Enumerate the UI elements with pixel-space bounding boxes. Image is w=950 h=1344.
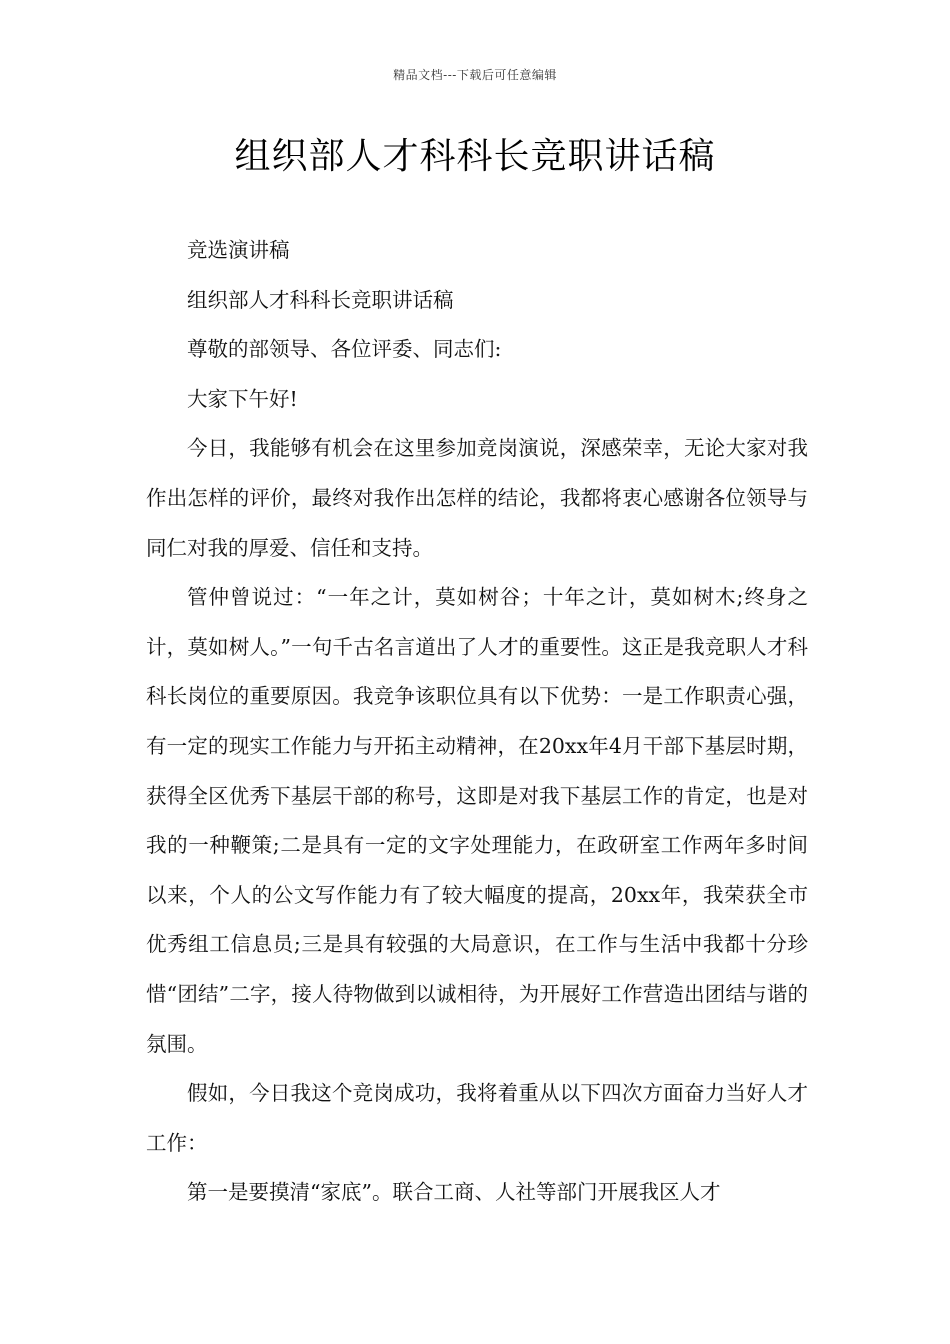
paragraph-greeting: 大家下午好!	[187, 386, 298, 411]
paragraph-heading: 竞选演讲稿	[187, 238, 290, 262]
paragraph-plan-intro: 假如，今日我这个竞岗成功，我将着重从以下四次方面奋力当好人才工作：	[146, 1081, 808, 1155]
document-body	[146, 226, 808, 1218]
paragraph-plan-first: 第一是要摸清“家底”。联合工商、人社等部门开展我区人才	[187, 1180, 721, 1205]
header-note: 精品文档---下载后可任意编辑	[393, 68, 557, 82]
paragraph-subtitle: 组织部人才科科长竞职讲话稿	[187, 287, 454, 312]
paragraph-intro: 今日，我能够有机会在这里参加竞岗演说，深感荣幸，无论大家对我作出怎样的评价，最终对我作出怎样的结论，我都将衷心感谢各位领导与同仁对我的厚爱、信任和支持。	[146, 436, 808, 560]
document-title: 组织部人才科科长竞职讲话稿	[234, 136, 716, 177]
paragraph-advantages: 管仲曾说过：“一年之计，莫如树谷；十年之计，莫如树木;终身之计，莫如树人。”一句千古名言道出了人才的重要性。这正是我竞职人才科科长岗位的重要原因。我竞争该职位具有以下优势：一是工作职责心强，有一定的现实工作能力与开拓主动精神，在20xx年4月干部下基层时期，获得全区优秀下基层干部的称号，这即是对我下基层工作的肯定，也是对我的一种鞭策;二是具有一定的文字处理能力，在政研室工作两年多时间以来，个人的公文写作能力有了较大幅度的提高，20xx年，我荣获全市优秀组工信息员;三是具有较强的大局意识，在工作与生活中我都十分珍惜“团结”二字，接人待物做到以诚相待，为开展好工作营造出团结与谐的氛围。	[146, 585, 808, 1056]
paragraph-salutation: 尊敬的部领导、各位评委、同志们:	[187, 337, 502, 362]
